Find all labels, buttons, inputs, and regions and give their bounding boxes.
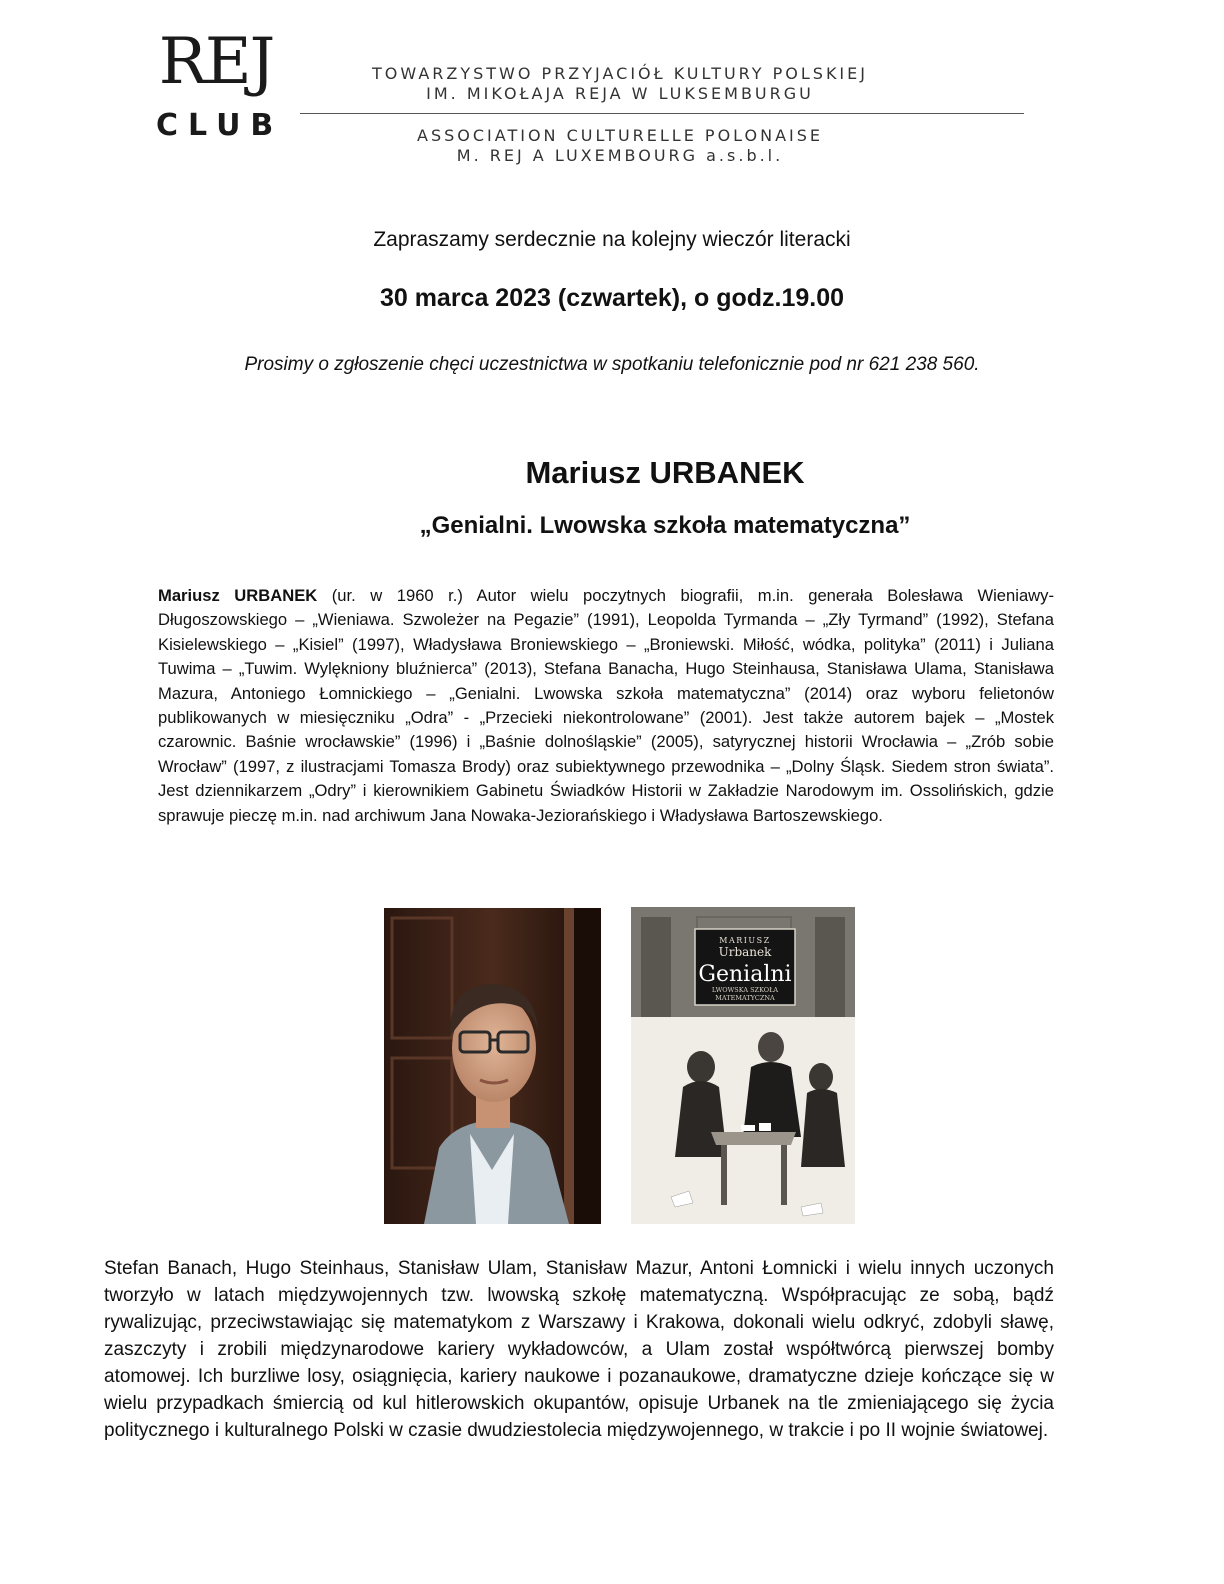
cover-illustration	[631, 1017, 855, 1224]
book-title: „Genialni. Lwowska szkoła matematyczna”	[419, 512, 911, 539]
org-name-french	[300, 126, 940, 166]
event-date: 30 marca 2023 (czwartek), o godz.19.00	[379, 284, 845, 312]
bio-name: Mariusz URBANEK	[158, 586, 318, 605]
cover-title: Genialni	[698, 962, 792, 987]
logo-rej-text: REJ	[158, 25, 274, 99]
speaker-name: Mariusz URBANEK	[525, 455, 805, 490]
invitation-line: Zapraszamy serdecznie na kolejny wieczór literacki	[373, 228, 851, 251]
cover-subtitle-1: LWOWSKA SZKOŁA	[711, 986, 779, 994]
bio-text: (ur. w 1960 r.) Autor wielu poczytnych biografii, m.in. generała Bolesława Wieniawy-Długoszowskiego – „Wieniawa. Szwoleżer na Pegazie” (1991), Leopolda Tyrmanda – „Zły Tyrmand” (1992), Stefana Kisielewskiego – „Kisiel” (1997), Władysława Broniewskiego – „Broniewski. Miłość, wódka, polityka” (2011) i Juliana Tuwima – „Tuwim. Wylękniony bluźnierca” (2013), Stefana Banacha, Hugo Steinhausa, Stanisława Ulama, Stanisława Mazura, Antoniego Łomnickiego – „Genialni. Lwowska szkoła matematyczna” (2014) oraz wyboru felietonów publikowanych w miesięczniku „Odra” - „Przecieki niekontrolowane” (2001). Jest także autorem bajek – „Mostek czarownic. Baśnie wrocławskie” (1996) i „Baśnie dolnośląskie” (2005), satyrycznej historii Wrocławia – „Zrób sobie Wrocław” (1997, z ilustracjami Tomasza Brody) oraz subiektywnego przewodnika – „Dolny Śląsk. Siedem stron świata”. Jest dziennikarzem „Odry” i kierownikiem Gabinetu Świadków Historii w Zakładzie Narodowym im. Ossolińskich, gdzie sprawuje pieczę m.in. nad archiwum Jana Nowaka-Jeziorańskiego i Władysława Bartoszewskiego.	[158, 586, 1054, 825]
rej-club-logo	[156, 25, 284, 143]
org-pl-line1: TOWARZYSTWO PRZYJACIÓŁ KULTURY POLSKIEJ	[372, 64, 868, 83]
cover-subtitle-2: MATEMATYCZNA	[715, 994, 775, 1002]
logo-club-text: CLUB	[156, 108, 284, 143]
org-fr-line1: ASSOCIATION CULTURELLE POLONAISE	[417, 126, 823, 145]
book-cover	[631, 907, 855, 1224]
author-photo	[384, 908, 601, 1224]
cover-author-last: Urbanek	[718, 945, 772, 959]
org-fr-line2: M. REJ A LUXEMBOURG a.s.b.l.	[456, 146, 784, 165]
header-divider	[300, 113, 1024, 114]
book-summary: Stefan Banach, Hugo Steinhaus, Stanisław Ulam, Stanisław Mazur, Antoni Łomnicki i wielu innych uczonych tworzyło w latach międzywojennych tzw. lwowską szkołę matematyczną. Współpracując ze sobą, bądź rywalizując, przeciwstawiając się matematykom z Warszawy i Krakowa, dokonali wielu odkryć, zdobyli sławę, zaszczyty i zrobili międzynarodowe kariery wykładowców, a Ulam został współtwórcą pierwszej bomby atomowej. Ich burzliwe losy, osiągnięcia, kariery naukowe i pozanaukowe, dramatyczne dzieje kończące się w wielu przypadkach śmiercią od kul hitlerowskich okupantów, opisuje Urbanek na tle zmieniającego się życia politycznego i kulturalnego Polski w czasie dwudziestolecia międzywojennego, w trakcie i po II wojnie światowej.	[104, 1258, 1054, 1441]
cover-author-first: MARIUSZ	[719, 936, 771, 945]
author-bio	[158, 584, 1054, 828]
org-name-polish	[300, 64, 940, 104]
registration-note: Prosimy o zgłoszenie chęci uczestnictwa w spotkaniu telefonicznie pod nr 621 238 560.	[244, 354, 980, 375]
org-pl-line2: IM. MIKOŁAJA REJA W LUKSEMBURGU	[426, 84, 814, 103]
